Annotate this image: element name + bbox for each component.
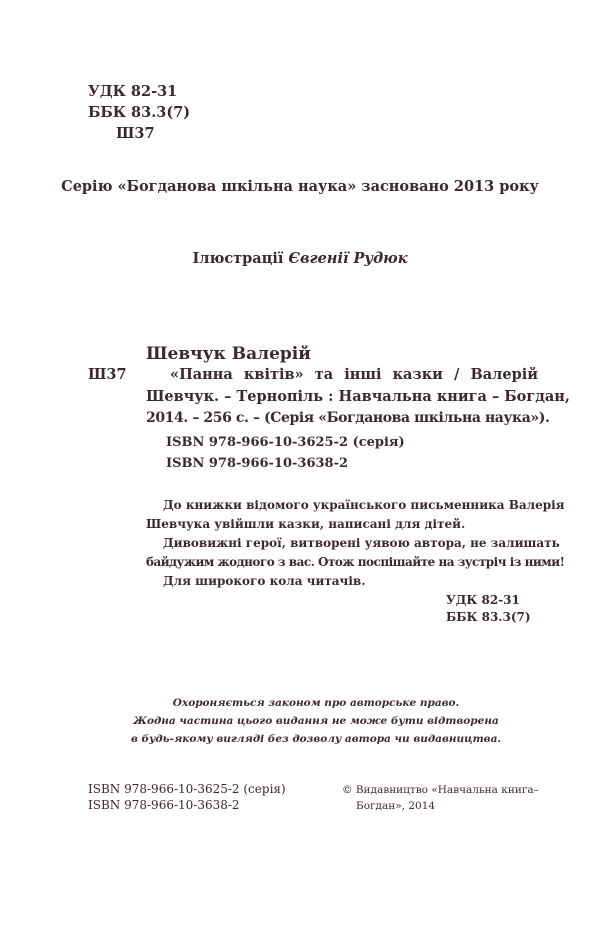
annotation-line: Для широкого кола читачів. (163, 574, 366, 588)
card-isbn-series: ISBN 978-966-10-3625-2 (серія) (166, 435, 405, 450)
card-isbn: ISBN 978-966-10-3638-2 (166, 456, 349, 471)
footer-isbn-series: ISBN 978-966-10-3625-2 (серія) (88, 782, 286, 796)
card-line: «Панна квітів» та інші казки / Валерій (170, 366, 538, 383)
footer-publisher: Богдан», 2014 (356, 800, 436, 812)
copyright-line: Охороняється законом про авторське право. (172, 697, 460, 709)
annotation-bbk: ББК 83.3(7) (446, 610, 531, 624)
bbk-code: ББК 83.3(7) (88, 104, 191, 121)
annotation-udk: УДК 82-31 (446, 593, 520, 607)
card-line: Шевчук. – Тернопіль : Навчальна книга – Богдан, (146, 388, 570, 405)
illustrations-credit (0, 250, 600, 267)
card-author-mark: Ш37 (88, 366, 127, 383)
copyright-line: Жодна частина цього видання не може бути відтворена (133, 715, 499, 727)
annotation-line: Дивовижні герої, витворені уявою автора, не залишать (163, 536, 560, 550)
udk-code: УДК 82-31 (88, 83, 178, 100)
footer-publisher: © Видавництво «Навчальна книга– (342, 784, 539, 796)
annotation-line: байдужим жодного з вас. Отож поспішайте на зустріч із ними! (146, 555, 565, 569)
author-mark: Ш37 (116, 125, 155, 142)
annotation-line: До книжки відомого українського письменника Валерія (163, 498, 565, 512)
annotation-line: Шевчука увійшли казки, написані для дітей. (146, 517, 466, 531)
footer-isbn: ISBN 978-966-10-3638-2 (88, 798, 240, 812)
copyright-line: в будь-якому вигляді без дозволу автора чи видавництва. (130, 733, 502, 745)
card-author: Шевчук Валерій (146, 344, 311, 364)
illustrations-artist: Євгенії Рудюк (288, 250, 408, 267)
card-line: 2014. – 256 с. – (Серія «Богданова шкільна наука»). (146, 410, 550, 426)
series-note: Серію «Богданова шкільна наука» засновано 2013 року (61, 178, 539, 195)
illustrations-label: Ілюстрації (192, 250, 289, 267)
